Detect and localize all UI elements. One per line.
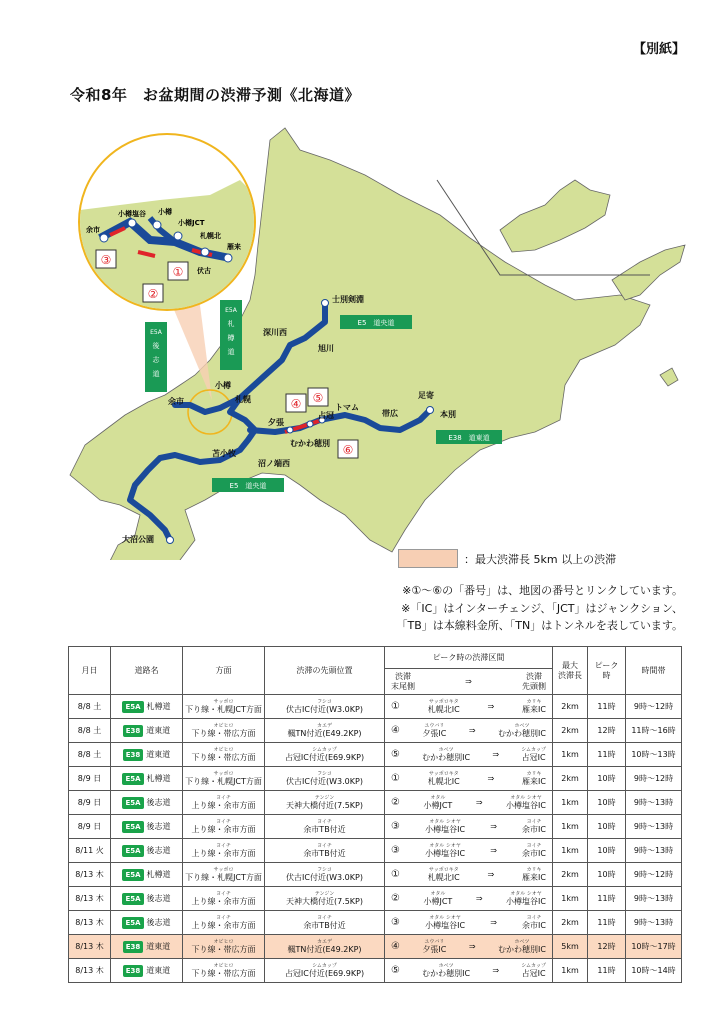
- section-number: ③: [391, 820, 400, 832]
- cell-time: 9時～13時: [626, 887, 682, 911]
- svg-text:志: 志: [152, 356, 160, 364]
- cell-peak: 11時: [588, 743, 626, 767]
- cell-section: ① サッポロキタ 札幌北IC ⇒ カリキ 雁来IC: [385, 863, 553, 887]
- table-row: [69, 719, 682, 743]
- route-badge: E5A: [122, 869, 143, 881]
- svg-text:道: 道: [152, 370, 160, 378]
- cell-date: 8/9 日: [69, 767, 111, 791]
- cell-peak: 12時: [588, 719, 626, 743]
- header-position: 渋滞の先頭位置: [265, 647, 385, 695]
- svg-text:E5 道央道: E5 道央道: [357, 319, 395, 327]
- route-sign-e5a-sassho: [220, 300, 242, 370]
- cell-road: E5A 札樽道: [111, 695, 183, 719]
- legend-swatch: [398, 549, 458, 568]
- section-number: ③: [391, 916, 400, 928]
- cell-direction: オビヒロ 下り線・帯広方面: [183, 935, 265, 959]
- section-tail: 札幌北IC: [427, 704, 460, 714]
- cell-position: カエデ 楓TN付近(E49.2KP): [265, 935, 385, 959]
- cell-time: 9時～12時: [626, 695, 682, 719]
- inset-marker-1: [168, 262, 188, 280]
- section-tail: 小樽塩谷IC: [425, 848, 466, 858]
- header-time-band: 時間帯: [626, 647, 682, 695]
- section-tail: 札幌北IC: [427, 776, 460, 786]
- cell-position: カエデ 楓TN付近(E49.2KP): [265, 719, 385, 743]
- section-number: ④: [391, 724, 400, 736]
- cell-peak: 11時: [588, 959, 626, 983]
- header-head: 渋滞 先頭側: [521, 671, 546, 691]
- cell-length: 1km: [553, 887, 588, 911]
- header-max-length: 最大 渋滞長: [553, 647, 588, 695]
- cell-direction: ヨイチ 上り線・余市方面: [183, 887, 265, 911]
- inset-marker-2: [143, 284, 163, 302]
- cell-time: 9時～13時: [626, 839, 682, 863]
- cell-direction: オビヒロ 下り線・帯広方面: [183, 959, 265, 983]
- cell-time: 9時～12時: [626, 767, 682, 791]
- table-row: [69, 887, 682, 911]
- cell-date: 8/9 日: [69, 815, 111, 839]
- route-sign-e5-south: [212, 478, 284, 492]
- section-number: ①: [391, 772, 400, 784]
- map-marker-5: [308, 388, 328, 406]
- cell-date: 8/13 木: [69, 911, 111, 935]
- svg-text:札: 札: [227, 320, 235, 328]
- section-tail: 札幌北IC: [427, 872, 460, 882]
- cell-peak: 11時: [588, 695, 626, 719]
- section-number: ⑤: [391, 748, 400, 760]
- cell-road: E5A 札樽道: [111, 863, 183, 887]
- cell-time: 11時～16時: [626, 719, 682, 743]
- city-label: 苫小牧: [212, 449, 236, 458]
- svg-text:後: 後: [152, 342, 160, 350]
- table-row: [69, 815, 682, 839]
- section-tail: むかわ穂別IC: [422, 752, 471, 762]
- inset-label-otaru-shioya: 小樽塩谷: [118, 210, 146, 218]
- city-label: 旭川: [318, 344, 334, 353]
- cell-section: ⑤ ホベツ むかわ穂別IC ⇒ シムカップ 占冠IC: [385, 959, 553, 983]
- table-row: [69, 767, 682, 791]
- section-number: ③: [391, 844, 400, 856]
- cell-position: フシコ 伏古IC付近(W3.0KP): [265, 863, 385, 887]
- cell-date: 8/8 土: [69, 743, 111, 767]
- header-subsection: [385, 669, 553, 695]
- cell-time: 10時～17時: [626, 935, 682, 959]
- route-badge: E5A: [122, 917, 143, 929]
- cell-length: 2km: [553, 719, 588, 743]
- city-label: トマム: [335, 403, 359, 412]
- cell-time: 9時～12時: [626, 863, 682, 887]
- cell-position: ヨイチ 余市TB付近: [265, 815, 385, 839]
- city-label: 沼ノ端西: [258, 459, 290, 468]
- cell-direction: サッポロ 下り線・札幌JCT方面: [183, 767, 265, 791]
- cell-road: E5A 後志道: [111, 887, 183, 911]
- cell-road: E5A 後志道: [111, 839, 183, 863]
- route-badge: E38: [123, 941, 144, 953]
- cell-section: ① サッポロキタ 札幌北IC ⇒ カリキ 雁来IC: [385, 695, 553, 719]
- cell-direction: オビヒロ 下り線・帯広方面: [183, 719, 265, 743]
- route-badge: E38: [123, 749, 144, 761]
- svg-text:⑥: ⑥: [342, 443, 354, 457]
- city-label: 大沼公園: [122, 535, 154, 544]
- cell-length: 1km: [553, 791, 588, 815]
- table-row: [69, 695, 682, 719]
- cell-road: E5A 札樽道: [111, 767, 183, 791]
- section-head: 雁来IC: [522, 776, 546, 786]
- cell-length: 1km: [553, 959, 588, 983]
- svg-text:E5 道央道: E5 道央道: [229, 482, 267, 490]
- cell-direction: ヨイチ 上り線・余市方面: [183, 839, 265, 863]
- cell-road: E5A 後志道: [111, 911, 183, 935]
- section-head: 余市IC: [522, 920, 546, 930]
- inset-label-otaru: 小樽: [158, 208, 172, 216]
- city-label: 足寄: [418, 391, 434, 400]
- svg-text:④: ④: [290, 397, 302, 411]
- section-number: ⑤: [391, 964, 400, 976]
- section-head: 小樽塩谷IC: [506, 896, 546, 906]
- cell-direction: ヨイチ 上り線・余市方面: [183, 791, 265, 815]
- cell-peak: 10時: [588, 791, 626, 815]
- svg-text:E5A: E5A: [150, 329, 162, 336]
- cell-length: 1km: [553, 839, 588, 863]
- route-badge: E38: [123, 725, 144, 737]
- svg-text:E38 道東道: E38 道東道: [448, 434, 490, 442]
- city-label: 占冠: [318, 411, 334, 420]
- table-row: [69, 863, 682, 887]
- cell-date: 8/9 日: [69, 791, 111, 815]
- city-label: 帯広: [382, 409, 398, 418]
- svg-text:樽: 樽: [227, 334, 235, 342]
- city-label: 本別: [440, 410, 456, 419]
- hokkaido-map: [0, 100, 725, 560]
- page-title: 令和8年 お盆期間の渋滞予測《北海道》: [70, 86, 360, 104]
- cell-peak: 11時: [588, 887, 626, 911]
- route-badge: E5A: [122, 845, 143, 857]
- note-line: ※①～⑥の「番号」は、地図の番号とリンクしています。: [402, 584, 683, 597]
- cell-section: ③ オタル シオヤ 小樽塩谷IC ⇒ ヨイチ 余市IC: [385, 911, 553, 935]
- inset-marker-3: [96, 250, 116, 268]
- header-road: 道路名: [111, 647, 183, 695]
- section-tail: 夕張IC: [422, 728, 447, 738]
- cell-position: テンジン 天神大橋付近(7.5KP): [265, 887, 385, 911]
- cell-position: シムカップ 占冠IC付近(E69.9KP): [265, 959, 385, 983]
- cell-section: ③ オタル シオヤ 小樽塩谷IC ⇒ ヨイチ 余市IC: [385, 839, 553, 863]
- section-tail: 小樽塩谷IC: [425, 920, 466, 930]
- section-number: ②: [391, 892, 400, 904]
- svg-text:③: ③: [100, 253, 112, 267]
- cell-peak: 10時: [588, 767, 626, 791]
- cell-position: テンジン 天神大橋付近(7.5KP): [265, 791, 385, 815]
- table-row: [69, 959, 682, 983]
- cell-date: 8/13 木: [69, 887, 111, 911]
- route-badge: E5A: [122, 821, 143, 833]
- city-label: 士別剣淵: [332, 295, 364, 304]
- cell-peak: 12時: [588, 935, 626, 959]
- cell-time: 9時～13時: [626, 911, 682, 935]
- cell-length: 1km: [553, 743, 588, 767]
- cell-date: 8/13 木: [69, 959, 111, 983]
- route-sign-e38: [436, 430, 502, 444]
- section-head: むかわ穂別IC: [498, 728, 546, 738]
- cell-section: ③ オタル シオヤ 小樽塩谷IC ⇒ ヨイチ 余市IC: [385, 815, 553, 839]
- map-marker-4: [286, 394, 306, 412]
- section-head: 占冠IC: [521, 752, 546, 762]
- cell-peak: 10時: [588, 839, 626, 863]
- route-badge: E5A: [122, 893, 143, 905]
- svg-text:E5A: E5A: [225, 307, 237, 314]
- note-line: 「TB」は本線料金所、「TN」はトンネルを表しています。: [396, 619, 683, 632]
- cell-section: ④ ユウバリ 夕張IC ⇒ ホベツ むかわ穂別IC: [385, 935, 553, 959]
- note-line: ※「IC」はインターチェンジ、「JCT」はジャンクション、: [401, 601, 683, 615]
- section-head: 余市IC: [522, 824, 546, 834]
- table-row: [69, 935, 682, 959]
- cell-date: 8/8 土: [69, 719, 111, 743]
- cell-section: ⑤ ホベツ むかわ穂別IC ⇒ シムカップ 占冠IC: [385, 743, 553, 767]
- cell-length: 5km: [553, 935, 588, 959]
- table-row: [69, 911, 682, 935]
- cell-direction: サッポロ 下り線・札幌JCT方面: [183, 695, 265, 719]
- city-label: 夕張: [268, 418, 284, 427]
- map-marker-6: [338, 440, 358, 458]
- cell-position: ヨイチ 余市TB付近: [265, 911, 385, 935]
- inset-label-otaru-jct: 小樽JCT: [178, 219, 205, 227]
- city-label: 小樽: [215, 381, 231, 390]
- cell-time: 9時～13時: [626, 791, 682, 815]
- cell-position: ヨイチ 余市TB付近: [265, 839, 385, 863]
- header-date: 月日: [69, 647, 111, 695]
- section-number: ①: [391, 700, 400, 712]
- city-label: 札幌: [235, 395, 251, 404]
- svg-text:②: ②: [147, 287, 159, 301]
- city-label: むかわ穂別: [290, 439, 330, 448]
- cell-position: フシコ 伏古IC付近(W3.0KP): [265, 695, 385, 719]
- svg-text:⑤: ⑤: [312, 391, 324, 405]
- route-badge: E5A: [122, 701, 143, 713]
- cell-direction: オビヒロ 下り線・帯広方面: [183, 743, 265, 767]
- cell-length: 1km: [553, 815, 588, 839]
- section-head: 小樽塩谷IC: [506, 800, 546, 810]
- header-peak-section: ピーク時の渋滞区間: [385, 647, 553, 669]
- city-label: 深川西: [263, 328, 287, 337]
- cell-direction: サッポロ 下り線・札幌JCT方面: [183, 863, 265, 887]
- cell-length: 2km: [553, 911, 588, 935]
- inset-label-karikita: 雁来: [227, 243, 241, 251]
- cell-position: フシコ 伏古IC付近(W3.0KP): [265, 767, 385, 791]
- congestion-table: [68, 646, 682, 983]
- city-label: 余市: [168, 397, 184, 406]
- cell-date: 8/13 木: [69, 935, 111, 959]
- cell-direction: ヨイチ 上り線・余市方面: [183, 911, 265, 935]
- doc-label: 【別紙】: [632, 42, 685, 57]
- sakhalin-coast: [500, 180, 610, 252]
- svg-text:道: 道: [227, 348, 235, 356]
- header-tail: 渋滞 末尾側: [391, 671, 415, 691]
- legend-text: ：最大渋滞長 5km 以上の渋滞: [464, 552, 617, 566]
- section-head: むかわ穂別IC: [498, 944, 546, 954]
- table-row: [69, 839, 682, 863]
- route-sign-e5-north: [340, 315, 412, 329]
- cell-road: E38 道東道: [111, 959, 183, 983]
- cell-section: ② オタル 小樽JCT ⇒ オタル シオヤ 小樽塩谷IC: [385, 791, 553, 815]
- section-head: 余市IC: [522, 848, 546, 858]
- cell-time: 10時～14時: [626, 959, 682, 983]
- cell-road: E38 道東道: [111, 743, 183, 767]
- section-number: ④: [391, 940, 400, 952]
- cell-peak: 11時: [588, 911, 626, 935]
- notes: [396, 582, 683, 635]
- section-head: 占冠IC: [521, 968, 546, 978]
- route-sign-e5a-goshi: [145, 322, 167, 392]
- cell-peak: 10時: [588, 815, 626, 839]
- cell-road: E5A 後志道: [111, 791, 183, 815]
- section-tail: 夕張IC: [422, 944, 447, 954]
- route-badge: E5A: [122, 773, 143, 785]
- route-badge: E38: [123, 965, 144, 977]
- cell-date: 8/11 火: [69, 839, 111, 863]
- cell-length: 2km: [553, 863, 588, 887]
- route-badge: E5A: [122, 797, 143, 809]
- cell-time: 9時～13時: [626, 815, 682, 839]
- cell-road: E38 道東道: [111, 719, 183, 743]
- cell-road: E38 道東道: [111, 935, 183, 959]
- table-row: [69, 743, 682, 767]
- section-number: ②: [391, 796, 400, 808]
- cell-date: 8/8 土: [69, 695, 111, 719]
- cell-section: ① サッポロキタ 札幌北IC ⇒ カリキ 雁来IC: [385, 767, 553, 791]
- legend: [398, 549, 616, 568]
- cell-section: ② オタル 小樽JCT ⇒ オタル シオヤ 小樽塩谷IC: [385, 887, 553, 911]
- section-number: ①: [391, 868, 400, 880]
- cell-peak: 10時: [588, 863, 626, 887]
- section-tail: 小樽JCT: [423, 896, 453, 906]
- cell-length: 2km: [553, 767, 588, 791]
- section-tail: 小樽JCT: [423, 800, 453, 810]
- cell-date: 8/13 木: [69, 863, 111, 887]
- cell-position: シムカップ 占冠IC付近(E69.9KP): [265, 743, 385, 767]
- svg-text:①: ①: [172, 265, 184, 279]
- section-head: 雁来IC: [522, 704, 546, 714]
- cell-road: E5A 後志道: [111, 815, 183, 839]
- section-tail: むかわ穂別IC: [422, 968, 471, 978]
- cell-time: 10時～13時: [626, 743, 682, 767]
- header-arrow: ⇒: [465, 676, 472, 686]
- cell-direction: ヨイチ 上り線・余市方面: [183, 815, 265, 839]
- inset-label-fushiko: 伏古: [197, 267, 211, 275]
- section-tail: 小樽塩谷IC: [425, 824, 466, 834]
- table-row: [69, 791, 682, 815]
- cell-section: ④ ユウバリ 夕張IC ⇒ ホベツ むかわ穂別IC: [385, 719, 553, 743]
- section-head: 雁来IC: [522, 872, 546, 882]
- inset-label-yoichi: 余市: [86, 226, 100, 234]
- header-direction: 方面: [183, 647, 265, 695]
- inset-label-sapporo-kita: 札幌北: [200, 232, 221, 240]
- header-peak: ピーク 時: [588, 647, 626, 695]
- cell-length: 2km: [553, 695, 588, 719]
